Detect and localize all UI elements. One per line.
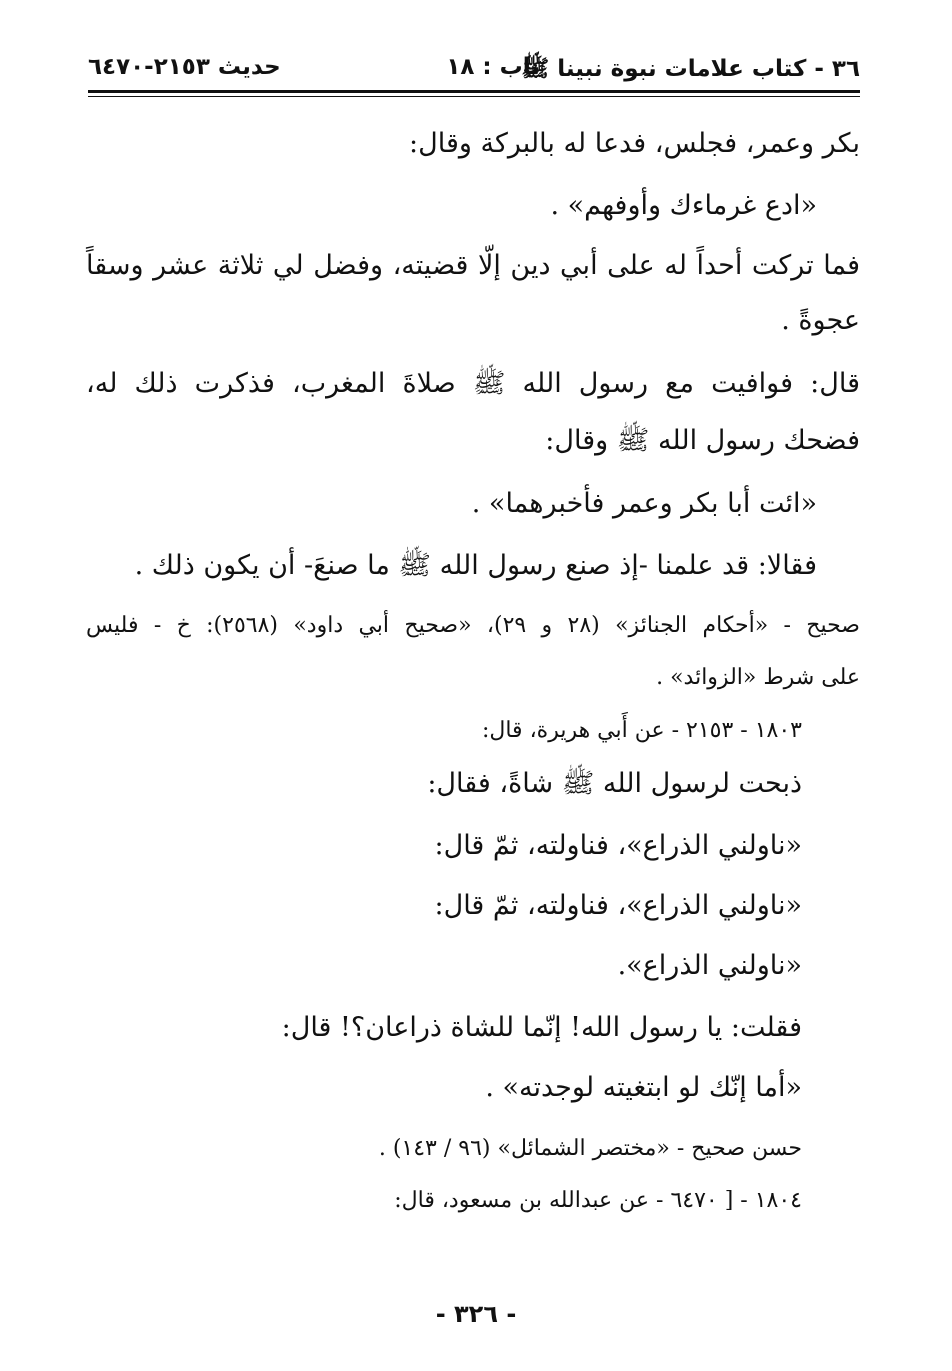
- text-line: بكر وعمر، فجلس، فدعا له بالبركة وقال:: [409, 128, 860, 159]
- grading-note: على شرط «الزوائد» .: [656, 665, 860, 690]
- text-line: فما تركت أحداً له على أبي دين إلّا قضيته، وفضل لي ثلاثة عشر وسقاً: [86, 250, 860, 281]
- text-line: فقالا: قد علمنا -إذ صنع رسول الله ﷺ ما صنعَ- أن يكون ذلك .: [134, 550, 817, 581]
- grading-note: صحيح - «أحكام الجنائز» (٢٨ و ٢٩)، «صحيح أبي داود» (٢٥٦٨): خ - فليس: [86, 613, 860, 638]
- header-hadith-range: حديث ٢١٥٣-٦٤٧٠: [88, 54, 281, 80]
- text-line: فقلت: يا رسول الله! إنّما للشاة ذراعان؟! قال:: [281, 1012, 802, 1043]
- header-rule-thin: [88, 96, 860, 97]
- text-line: قال: فوافيت مع رسول الله ﷺ صلاةَ المغرب، فذكرت ذلك له،: [86, 368, 860, 399]
- header-chapter: باب : ١٨: [446, 54, 540, 80]
- hadith-quote-line: «ناولني الذراع»، فناولته، ثمّ قال:: [434, 830, 802, 861]
- hadith-quote-line: «ادع غرماءك وأوفهم» .: [550, 190, 817, 221]
- text-line: ذبحت لرسول الله ﷺ شاةً، فقال:: [427, 768, 802, 799]
- hadith-number-line: ١٨٠٤ - [ ٦٤٧٠ - عن عبدالله بن مسعود، قال:: [394, 1188, 802, 1213]
- header-rule-thick: [88, 90, 860, 93]
- hadith-quote-line: «ناولني الذراع».: [617, 950, 802, 981]
- hadith-number-line: ١٨٠٣ - ٢١٥٣ - عن أَبي هريرة، قال:: [481, 718, 802, 743]
- header-book-title: ٣٦ - كتاب علامات نبوة نبينا ﷺ: [521, 56, 860, 82]
- text-line: عجوةً .: [781, 305, 860, 336]
- grading-note: حسن صحيح - «مختصر الشمائل» (٩٦ / ١٤٣) .: [378, 1136, 802, 1161]
- text-line: فضحك رسول الله ﷺ وقال:: [545, 425, 860, 456]
- running-header: [88, 50, 860, 90]
- hadith-quote-line: «أما إنّك لو ابتغيته لوجدته» .: [485, 1072, 802, 1103]
- hadith-quote-line: «ناولني الذراع»، فناولته، ثمّ قال:: [434, 890, 802, 921]
- hadith-quote-line: «ائت أبا بكر وعمر فأخبرهما» .: [471, 488, 817, 519]
- page-number: - ٣٢٦ -: [435, 1300, 517, 1328]
